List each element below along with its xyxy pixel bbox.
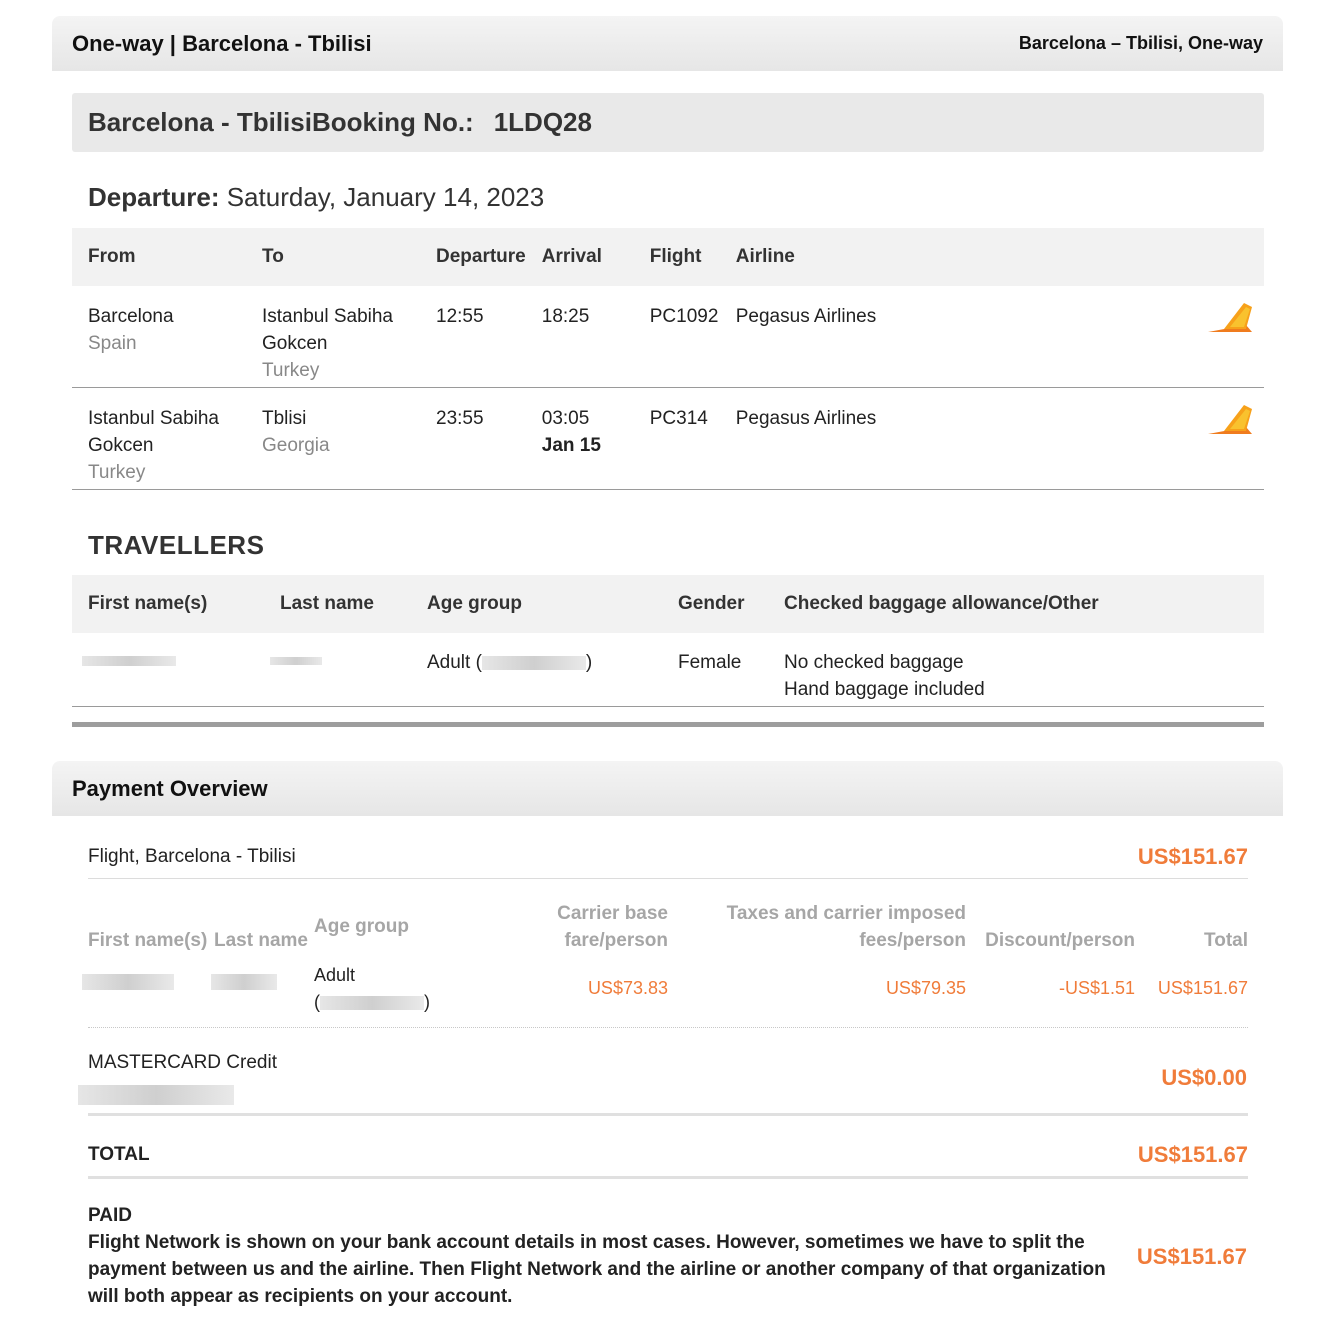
arrival-cell (526, 388, 634, 490)
to-city: Istanbul Sabiha Gokcen (262, 306, 393, 354)
booking-bar (72, 93, 1264, 152)
paid-label: PAID (88, 1205, 132, 1226)
arrival-cell (526, 286, 634, 388)
to-country: Georgia (262, 435, 330, 456)
fare-col-taxes: Taxes and carrier imposed fees/person (726, 903, 966, 951)
departure-date: Saturday, January 14, 2023 (226, 182, 545, 212)
redacted-fare-first-name (82, 974, 174, 990)
fare-col-base-fare: Carrier base fare/person (557, 903, 668, 951)
total-label: TOTAL (88, 1144, 150, 1165)
col-arrival: Arrival (526, 228, 634, 286)
to-city: Tblisi (262, 408, 307, 429)
fare-col-total: Total (1204, 930, 1248, 951)
baggage-cell (768, 633, 1264, 707)
airline-name: Pegasus Airlines (720, 388, 1020, 490)
card-label: MASTERCARD Credit (88, 1052, 277, 1073)
fare-age-label: Adult (314, 965, 356, 985)
flights-header-row (72, 228, 1264, 286)
total-amount: US$151.67 (1137, 1142, 1248, 1167)
fare-header-row (88, 900, 1248, 960)
baggage-hand: Hand baggage included (784, 679, 985, 700)
baggage-checked: No checked baggage (784, 652, 964, 673)
redacted-fare-birthdate (320, 996, 424, 1010)
redacted-birthdate (482, 656, 586, 670)
from-country: Spain (88, 333, 137, 354)
arrival-time: 03:05 (541, 408, 590, 429)
pegasus-logo-icon (1206, 401, 1256, 439)
col-first-name: First name(s) (72, 575, 264, 633)
from-cell (72, 388, 246, 490)
card-amount: US$0.00 (1161, 1065, 1247, 1090)
itinerary-subtitle: Barcelona – Tbilisi, One-way (1018, 33, 1263, 53)
airline-name: Pegasus Airlines (720, 286, 1020, 388)
col-baggage: Checked baggage allowance/Other (768, 575, 1264, 633)
travellers-table (72, 575, 1264, 707)
fare-age-group (314, 960, 494, 1020)
col-flight: Flight (634, 228, 720, 286)
paid-notice: Flight Network is shown on your bank account details in most cases. However, sometimes we have to split the payment between us and the airline. Then Flight Network and the airline or another company of that organization will both appear as recipients on your account. (88, 1232, 1106, 1307)
fare-total-amount: US$151.67 (1157, 978, 1248, 998)
to-country: Turkey (262, 360, 320, 381)
departure-time: 12:55 (420, 286, 526, 388)
itinerary-header (52, 16, 1283, 71)
from-city: Istanbul Sabiha Gokcen (88, 408, 219, 456)
departure-heading (88, 182, 544, 213)
fare-first-name (88, 960, 214, 1020)
itinerary-title: One-way | Barcelona - Tbilisi (72, 30, 372, 56)
fare-col-discount: Discount/person (985, 930, 1135, 951)
age-close: ) (585, 652, 593, 673)
col-departure: Departure (420, 228, 526, 286)
fare-age-open: ( (314, 992, 320, 1012)
col-from: From (72, 228, 246, 286)
divider (88, 1176, 1248, 1179)
redacted-last-name (270, 657, 322, 665)
flight-row (72, 388, 1264, 490)
fare-col-first-name: First name(s) (88, 930, 208, 951)
arrival-note: Jan 15 (541, 435, 601, 456)
flight-price-row (88, 842, 1248, 872)
flight-price-amount: US$151.67 (1137, 844, 1248, 869)
age-group-cell (411, 633, 662, 707)
arrival-time: 18:25 (541, 306, 590, 327)
flight-row (72, 286, 1264, 388)
departure-time: 23:55 (420, 388, 526, 490)
redacted-first-name (82, 656, 176, 666)
divider (88, 1027, 1248, 1028)
col-last-name: Last name (264, 575, 411, 633)
redacted-card-number (78, 1085, 234, 1105)
fare-age-close: ) (424, 992, 430, 1012)
col-to: To (246, 228, 420, 286)
col-age-group: Age group (411, 575, 662, 633)
travellers-title: TRAVELLERS (88, 530, 265, 560)
booking-number: 1LDQ28 (493, 107, 592, 137)
from-city: Barcelona (88, 306, 174, 327)
travellers-header-row (72, 575, 1264, 633)
pegasus-logo-icon (1206, 299, 1256, 337)
from-country: Turkey (88, 462, 146, 483)
fare-row (88, 960, 1248, 1020)
booking-label: Booking No.: (311, 107, 474, 137)
to-cell (246, 286, 420, 388)
fare-discount-amount: -US$1.51 (1058, 978, 1135, 998)
fare-col-age-group: Age group (314, 916, 409, 937)
flight-number: PC1092 (634, 286, 720, 388)
first-name-cell (72, 633, 264, 707)
fare-taxes-amount: US$79.35 (885, 978, 966, 998)
fare-last-name (214, 960, 314, 1020)
col-airline: Airline (720, 228, 1020, 286)
fare-base-amount: US$73.83 (587, 978, 668, 998)
booking-route: Barcelona - Tbilisi (88, 107, 312, 137)
flights-table (72, 228, 1264, 490)
last-name-cell (264, 633, 411, 707)
divider (88, 878, 1248, 879)
gender: Female (662, 633, 768, 707)
age-group: Adult ( (427, 652, 482, 673)
from-cell (72, 286, 246, 388)
total-row (88, 1140, 1248, 1170)
payment-title: Payment Overview (72, 775, 268, 801)
section-divider (72, 722, 1264, 727)
to-cell (246, 388, 420, 490)
divider (88, 1113, 1248, 1116)
col-gender: Gender (662, 575, 768, 633)
traveller-row (72, 633, 1264, 707)
flight-price-label: Flight, Barcelona - Tbilisi (88, 846, 296, 867)
departure-label: Departure: (88, 182, 220, 212)
redacted-fare-last-name (211, 974, 277, 990)
payment-header (52, 761, 1283, 816)
paid-amount: US$151.67 (1136, 1244, 1247, 1269)
fare-breakdown-table (88, 900, 1248, 1020)
fare-col-last-name: Last name (214, 930, 308, 951)
flight-number: PC314 (634, 388, 720, 490)
paid-section (88, 1202, 1128, 1310)
